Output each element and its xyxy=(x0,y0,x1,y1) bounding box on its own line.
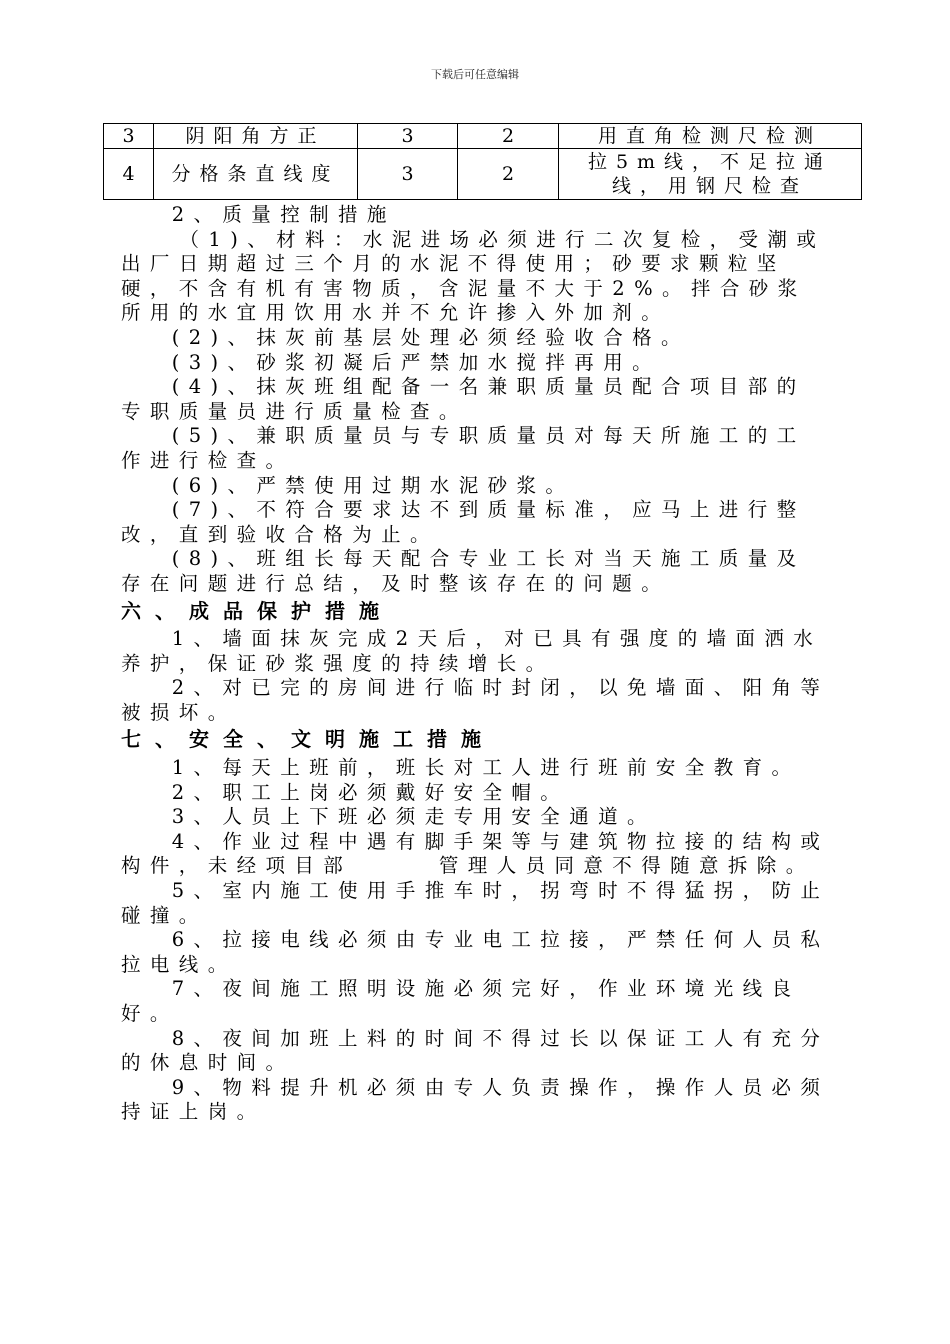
inspection-table xyxy=(103,123,862,200)
paragraph: (5)、兼职质量员与专职质量员对每天所施工的工作进行检查。 xyxy=(121,424,806,472)
check-method: 拉5m线，不足拉通线，用钢尺检查 xyxy=(559,149,862,200)
check-count: 2 xyxy=(458,149,559,200)
paragraph: 7、夜间施工照明设施必须完好，作业环境光线良好。 xyxy=(121,977,801,1025)
paragraph: 4、作业过程中遇有脚手架等与建筑物拉接的结构或构件，未经项目部 管理人员同意不得随意拆除。 xyxy=(121,829,830,878)
subsection-title: 2、质量控制措施 xyxy=(171,203,396,226)
document-body xyxy=(121,203,833,1125)
check-item: 阴阳角方正 xyxy=(154,124,358,149)
paragraph: (8)、班组长每天配合专业工长对当天施工质量及存在问题进行总结，及时整该存在的问题。 xyxy=(121,547,806,595)
paragraph: (3)、砂浆初凝后严禁加水搅拌再用。 xyxy=(171,350,662,374)
check-item: 分格条直线度 xyxy=(154,149,358,200)
paragraph: 3、人员上下班必须走专用安全通道。 xyxy=(171,805,656,829)
paragraph: 6、拉接电线必须由专业电工拉接，严禁任何人员私拉电线。 xyxy=(121,928,830,976)
paragraph: （1)、材料：水泥进场必须进行二次复检，受潮或出厂日期超过三个月的水泥不得使用；砂要求颗粒坚硬，不含有机有害物质，含泥量不大于2%。拌合砂浆所用的水宜用饮用水并不允许掺入外加剂。 xyxy=(121,227,826,325)
paragraph: (6)、严禁使用过期水泥砂浆。 xyxy=(171,473,575,497)
paragraph: 8、夜间加班上料的时间不得过长以保证工人有充分的休息时间。 xyxy=(121,1026,830,1075)
table-row xyxy=(104,149,862,200)
section-heading: 六、成品保护措施 xyxy=(121,598,393,623)
paragraph: 1、每天上班前，班长对工人进行班前安全教育。 xyxy=(171,756,801,780)
paragraph: (4)、抹灰班组配备一名兼职质量员配合项目部的专职质量员进行质量检查。 xyxy=(121,375,806,423)
paragraph: (2)、抹灰前基层处理必须经验收合格。 xyxy=(171,325,690,349)
row-number: 3 xyxy=(104,124,154,149)
allowed-deviation: 3 xyxy=(358,124,458,149)
paragraph: 9、物料提升机必须由专人负责操作，操作人员必须持证上岗。 xyxy=(121,1075,830,1124)
page-header: 下载后可任意编辑 xyxy=(431,68,519,81)
paragraph: 2、对已完的房间进行临时封闭，以免墙面、阳角等被损坏。 xyxy=(121,676,830,724)
check-count: 2 xyxy=(458,124,559,149)
allowed-deviation: 3 xyxy=(358,149,458,200)
check-method: 用直角检测尺检测 xyxy=(559,124,862,149)
paragraph: 1、墙面抹灰完成2天后，对已具有强度的墙面洒水养护，保证砂浆强度的持续增长。 xyxy=(121,627,823,675)
section-heading: 七、安全、文明施工措施 xyxy=(121,727,495,752)
paragraph: 2、职工上岗必须戴好安全帽。 xyxy=(171,780,570,804)
table-row xyxy=(104,124,862,149)
row-number: 4 xyxy=(104,149,154,200)
paragraph: 5、室内施工使用手推车时，拐弯时不得猛拐，防止碰撞。 xyxy=(121,879,830,927)
paragraph: (7)、不符合要求达不到质量标准，应马上进行整改，直到验收合格为止。 xyxy=(121,498,806,546)
